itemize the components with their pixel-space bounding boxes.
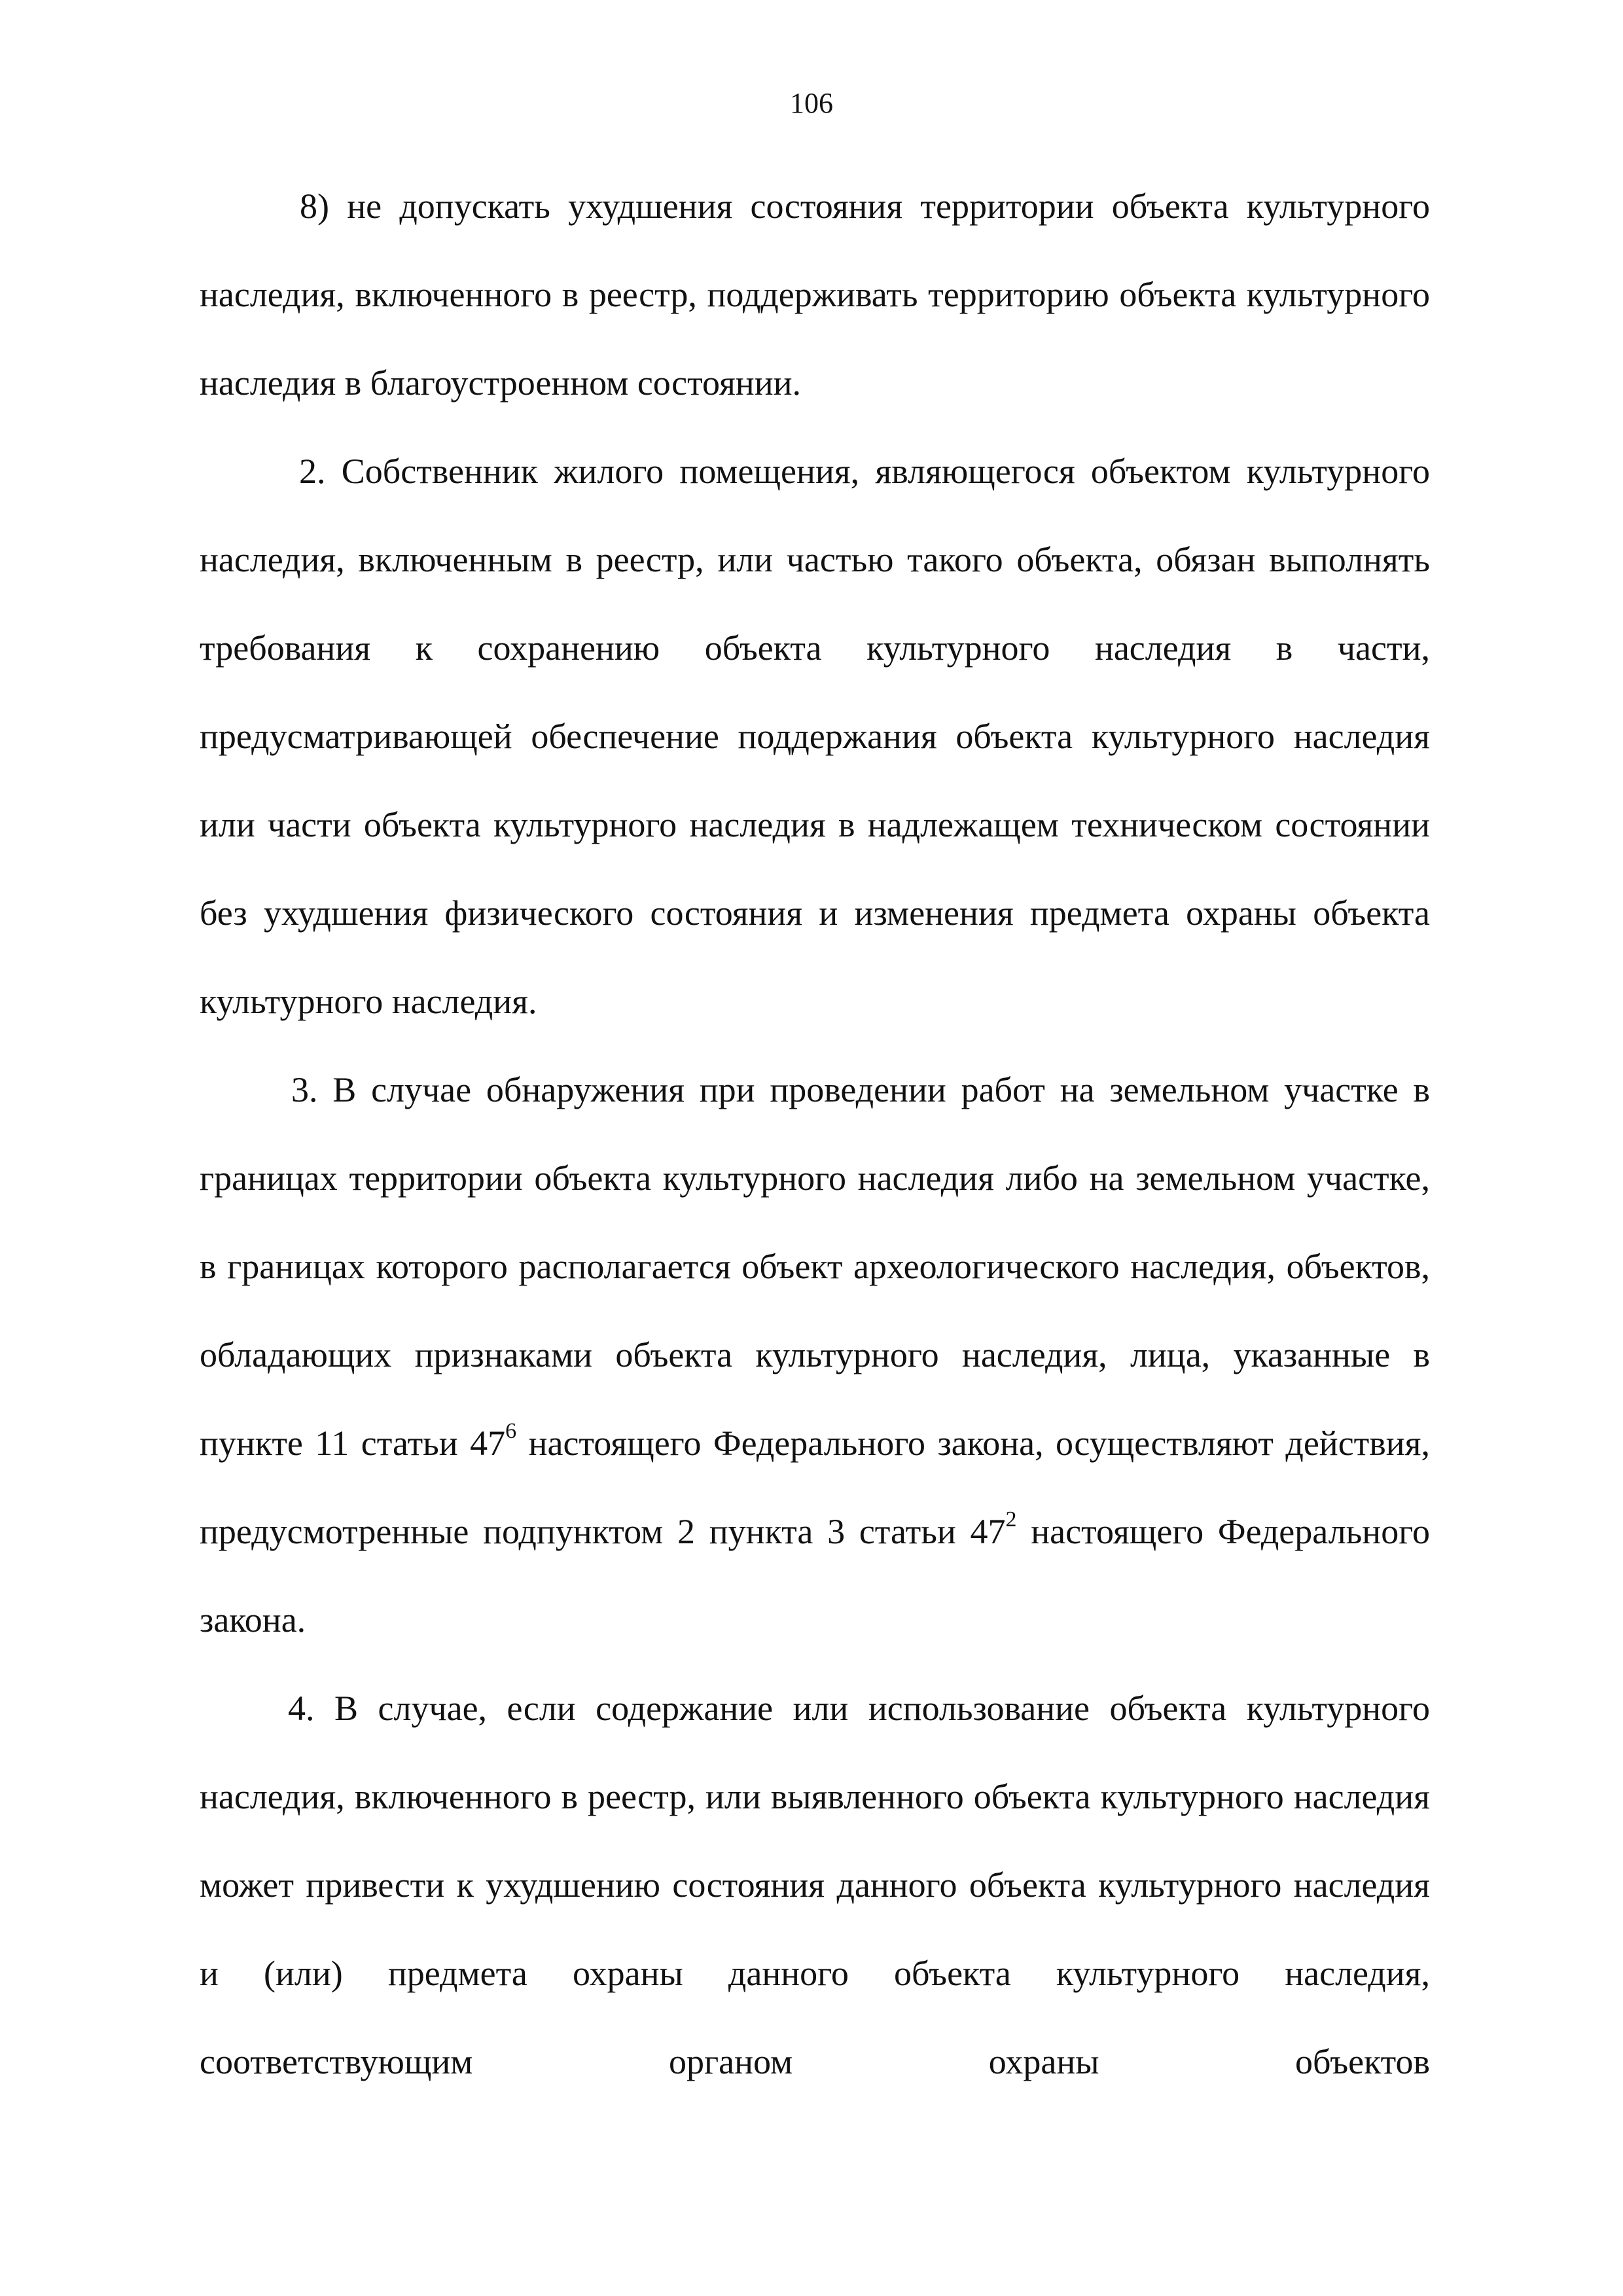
article-superscript-2: 2 <box>1005 1507 1017 1532</box>
paragraph-4: 4. В случае, если содержание или использование объекта культурного наследия, включенного в реестр, или выявленного объекта культурного наследия может привести к ухудшению состояния данного объекта культурного наследия и (или) предмета охраны данного объекта культурного наследия, соответствующим органом охраны объектов <box>200 1689 1430 2081</box>
article-superscript-6: 6 <box>505 1419 517 1443</box>
paragraph-3-text-part-2: настоящего Федерального закона, осуществляют действия, предусмотренные подпунктом 2 пункта 3 статьи 47 <box>200 1424 1430 1551</box>
document-body <box>200 162 1430 2106</box>
paragraph-item-8: 8) не допускать ухудшения состояния территории объекта культурного наследия, включенного в реестр, поддерживать территорию объекта культурного наследия в благоустроенном состоянии. <box>200 187 1430 403</box>
paragraph-3-text-part-3: настоящего Федерального закона. <box>200 1512 1430 1640</box>
paragraph-3-text-part-1: 3. В случае обнаружения при проведении работ на земельном участке в границах территории объекта культурного наследия либо на земельном участке, в границах которого располагается объект археологического наследия, объектов, обладающих признаками объекта культурного наследия, лица, указанные в пункте 11 статьи 47 <box>200 1070 1430 1463</box>
paragraph-2: 2. Собственник жилого помещения, являющегося объектом культурного наследия, включенным в реестр, или частью такого объекта, обязан выполнять требования к сохранению объекта культурного наследия в части, предусматривающей обеспечение поддержания объекта культурного наследия или части объекта культурного наследия в надлежащем техническом состоянии без ухудшения физического состояния и изменения предмета охраны объекта культурного наследия. <box>200 452 1430 1021</box>
page-number: 106 <box>790 87 833 119</box>
paragraph-3 <box>200 1046 1430 1664</box>
